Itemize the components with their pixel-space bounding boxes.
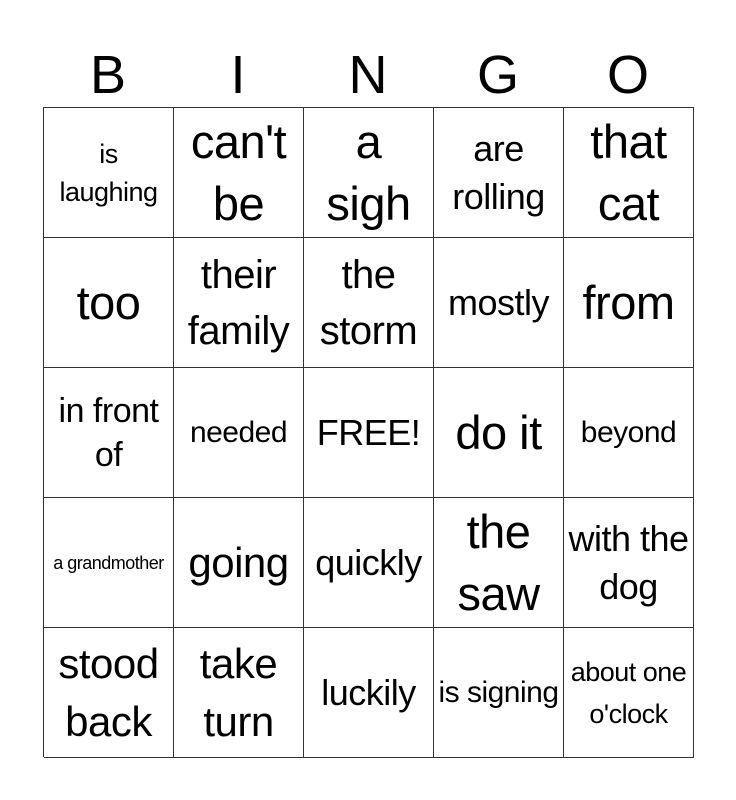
- header-letter-o: O: [606, 45, 649, 105]
- bingo-cell[interactable]: [564, 628, 694, 758]
- bingo-cell[interactable]: [304, 498, 434, 628]
- cell-text: in front of: [58, 391, 159, 474]
- bingo-cell[interactable]: [44, 238, 174, 368]
- cell-text: take turn: [199, 639, 278, 745]
- cell-text: beyond: [580, 415, 677, 449]
- cell-text: about one o'clock: [570, 656, 687, 729]
- cell-text: from: [582, 275, 675, 329]
- cell-text: needed: [189, 415, 288, 449]
- cell-text: their family: [187, 252, 290, 353]
- cell-text: are rolling: [452, 127, 545, 217]
- bingo-cell[interactable]: [564, 368, 694, 498]
- cell-text: mostly: [447, 281, 549, 323]
- bingo-cell[interactable]: [434, 498, 564, 628]
- bingo-cell[interactable]: [564, 238, 694, 368]
- header-letter-b: B: [89, 45, 127, 105]
- bingo-cell[interactable]: [304, 368, 434, 498]
- bingo-cell[interactable]: [434, 238, 564, 368]
- cell-text: the saw: [457, 504, 540, 620]
- cell-text: stood back: [58, 639, 159, 745]
- cell-text: luckily: [321, 671, 416, 713]
- bingo-cell[interactable]: [304, 108, 434, 238]
- bingo-cell[interactable]: [44, 498, 174, 628]
- cell-text: quickly: [315, 541, 422, 583]
- bingo-grid: [43, 107, 694, 757]
- cell-text: FREE!: [316, 411, 421, 453]
- bingo-cell[interactable]: [174, 368, 304, 498]
- cell-text: the storm: [319, 252, 418, 353]
- header-letter-i: I: [230, 45, 246, 105]
- cell-text: can't be: [190, 114, 287, 230]
- bingo-cell[interactable]: [174, 628, 304, 758]
- bingo-cell[interactable]: [564, 498, 694, 628]
- bingo-cell[interactable]: [174, 238, 304, 368]
- cell-text: that cat: [590, 114, 667, 230]
- header-letter-n: N: [348, 45, 388, 105]
- cell-text: with the dog: [568, 517, 689, 607]
- cell-text: a grandmother: [53, 552, 164, 573]
- bingo-cell[interactable]: [304, 238, 434, 368]
- bingo-cell[interactable]: [434, 108, 564, 238]
- bingo-cell[interactable]: [44, 628, 174, 758]
- bingo-cell[interactable]: [304, 628, 434, 758]
- cell-text: going: [188, 538, 289, 586]
- bingo-header: [43, 44, 693, 106]
- cell-text: a sigh: [326, 114, 411, 230]
- bingo-cell[interactable]: [434, 628, 564, 758]
- cell-text: do it: [455, 405, 542, 459]
- bingo-cell[interactable]: [44, 368, 174, 498]
- cell-text: is laughing: [59, 138, 158, 207]
- bingo-cell[interactable]: [564, 108, 694, 238]
- cell-text: too: [76, 275, 141, 329]
- bingo-cell[interactable]: [434, 368, 564, 498]
- bingo-cell[interactable]: [174, 498, 304, 628]
- cell-text: is signing: [438, 675, 559, 709]
- header-letter-g: G: [476, 45, 519, 105]
- bingo-cell[interactable]: [44, 108, 174, 238]
- bingo-cell[interactable]: [174, 108, 304, 238]
